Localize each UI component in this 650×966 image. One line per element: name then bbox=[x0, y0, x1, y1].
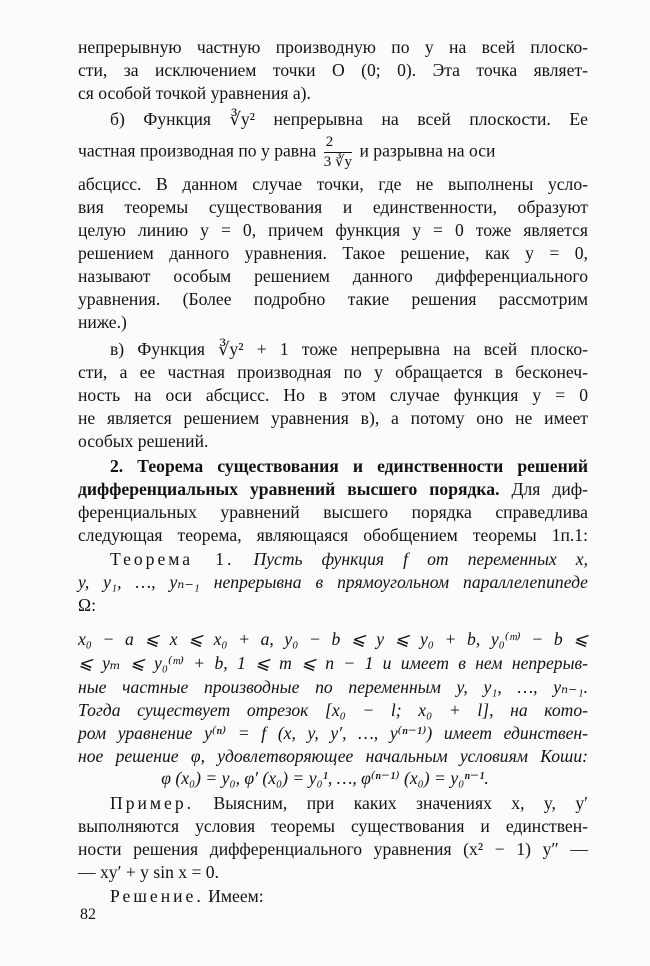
text-line: ность на оси абсцисс. Но в этом случае функция y = 0 bbox=[78, 385, 588, 405]
theorem-line bbox=[110, 548, 588, 570]
theorem-text-line: ное решение φ, удовлетворяющее начальным условиям Коши: bbox=[78, 746, 588, 766]
text-line: сти, за исключением точки O (0; 0). Эта точка являет- bbox=[78, 60, 588, 80]
theorem-text-line: ром уравнение y⁽ⁿ⁾ = f (x, y, y′, …, y⁽ⁿ⁻¹⁾) имеет единствен- bbox=[78, 723, 588, 743]
theorem-text-line: Тогда существует отрезок [x₀ − l; x₀ + l], на кото- bbox=[78, 700, 588, 720]
theorem-formula-line: ⩽ yₘ ⩽ y₀⁽ᵐ⁾ + b, 1 ⩽ m ⩽ n − 1 и имеет в нем непрерыв- bbox=[78, 653, 588, 673]
text-line: б) Функция ∛y² непрерывна на всей плоскости. Ее bbox=[110, 109, 588, 129]
text-line: — xy′ + y sin x = 0. bbox=[78, 862, 219, 882]
text-line: не является решением уравнения в), а потому оно не имеет bbox=[78, 408, 588, 428]
section-heading: 2. Теорема существования и единственности решений bbox=[110, 456, 588, 476]
derivative-fraction bbox=[324, 135, 352, 170]
text-line: целую линию y = 0, причем функция y = 0 тоже является bbox=[78, 220, 588, 240]
text-fragment: Выясним, при каких значениях x, y, y′ bbox=[213, 793, 588, 813]
theorem-text-line: ные частные производные по переменным y, y₁, …, yₙ₋₁. bbox=[78, 677, 588, 697]
theorem-text-line: y, y₁, …, yₙ₋₁ непрерывна в прямоугольном параллелепипеде bbox=[78, 572, 588, 592]
fraction-numerator: 2 bbox=[324, 135, 352, 153]
text-fragment: Имеем: bbox=[208, 886, 264, 906]
text-line: уравнения. (Более подробно такие решения рассмотрим bbox=[78, 289, 588, 309]
theorem-label: Теорема 1. bbox=[110, 549, 235, 569]
text-line-with-fraction bbox=[78, 134, 588, 170]
text-line: решением данного уравнения. Такое решение, как y = 0, bbox=[78, 243, 588, 263]
text-line: ности решения дифференциального уравнения (x² − 1) y″ — bbox=[78, 839, 588, 859]
solution-line bbox=[110, 885, 588, 907]
text-fragment: частная производная по y равна bbox=[78, 140, 317, 161]
page-number: 82 bbox=[80, 906, 96, 923]
theorem-text: Пусть функция f от переменных x, bbox=[253, 549, 588, 569]
fraction-denominator: 3 ∛y bbox=[323, 154, 353, 170]
text-line: называют особым решением данного дифференциального bbox=[78, 266, 588, 286]
text-line: ниже.) bbox=[78, 312, 127, 332]
text-line: абсцисс. В данном случае точки, где не выполнены усло- bbox=[78, 174, 588, 194]
initial-conditions-formula: φ (x₀) = y₀, φ′ (x₀) = y₀¹, …, φ⁽ⁿ⁻¹⁾ (x₀) = y₀ⁿ⁻¹. bbox=[161, 768, 489, 788]
solution-label: Решение. bbox=[110, 886, 204, 906]
text-line: выполняются условия теоремы существования и единствен- bbox=[78, 816, 588, 836]
example-line bbox=[110, 792, 588, 814]
text-line: следующая теорема, являющаяся обобщением теоремы 1п.1: bbox=[78, 525, 588, 545]
text-line: ся особой точкой уравнения а). bbox=[78, 83, 311, 103]
text-line: ференциальных уравнений высшего порядка справедлива bbox=[78, 502, 588, 522]
text-line: Ω: bbox=[78, 595, 96, 615]
text-line: сти, а ее частная производная по y обращается в бесконеч- bbox=[78, 362, 588, 382]
text-line: непрерывную частную производную по y на всей плоско- bbox=[78, 37, 588, 57]
text-line: вия теоремы существования и единственности, образуют bbox=[78, 197, 588, 217]
theorem-formula-line: x₀ − a ⩽ x ⩽ x₀ + a, y₀ − b ⩽ y ⩽ y₀ + b, y₀⁽ᵐ⁾ − b ⩽ bbox=[78, 629, 588, 649]
example-label: Пример. bbox=[110, 793, 195, 813]
text-line-with-heading bbox=[78, 478, 588, 500]
text-line: особых решений. bbox=[78, 431, 209, 451]
text-fragment: Для диф- bbox=[511, 479, 588, 499]
section-heading-end: дифференциальных уравнений высшего порядка. bbox=[78, 479, 500, 499]
text-line: в) Функция ∛y² + 1 тоже непрерывна на всей плоско- bbox=[110, 339, 588, 359]
text-fragment: и разрывна на оси bbox=[359, 140, 496, 161]
